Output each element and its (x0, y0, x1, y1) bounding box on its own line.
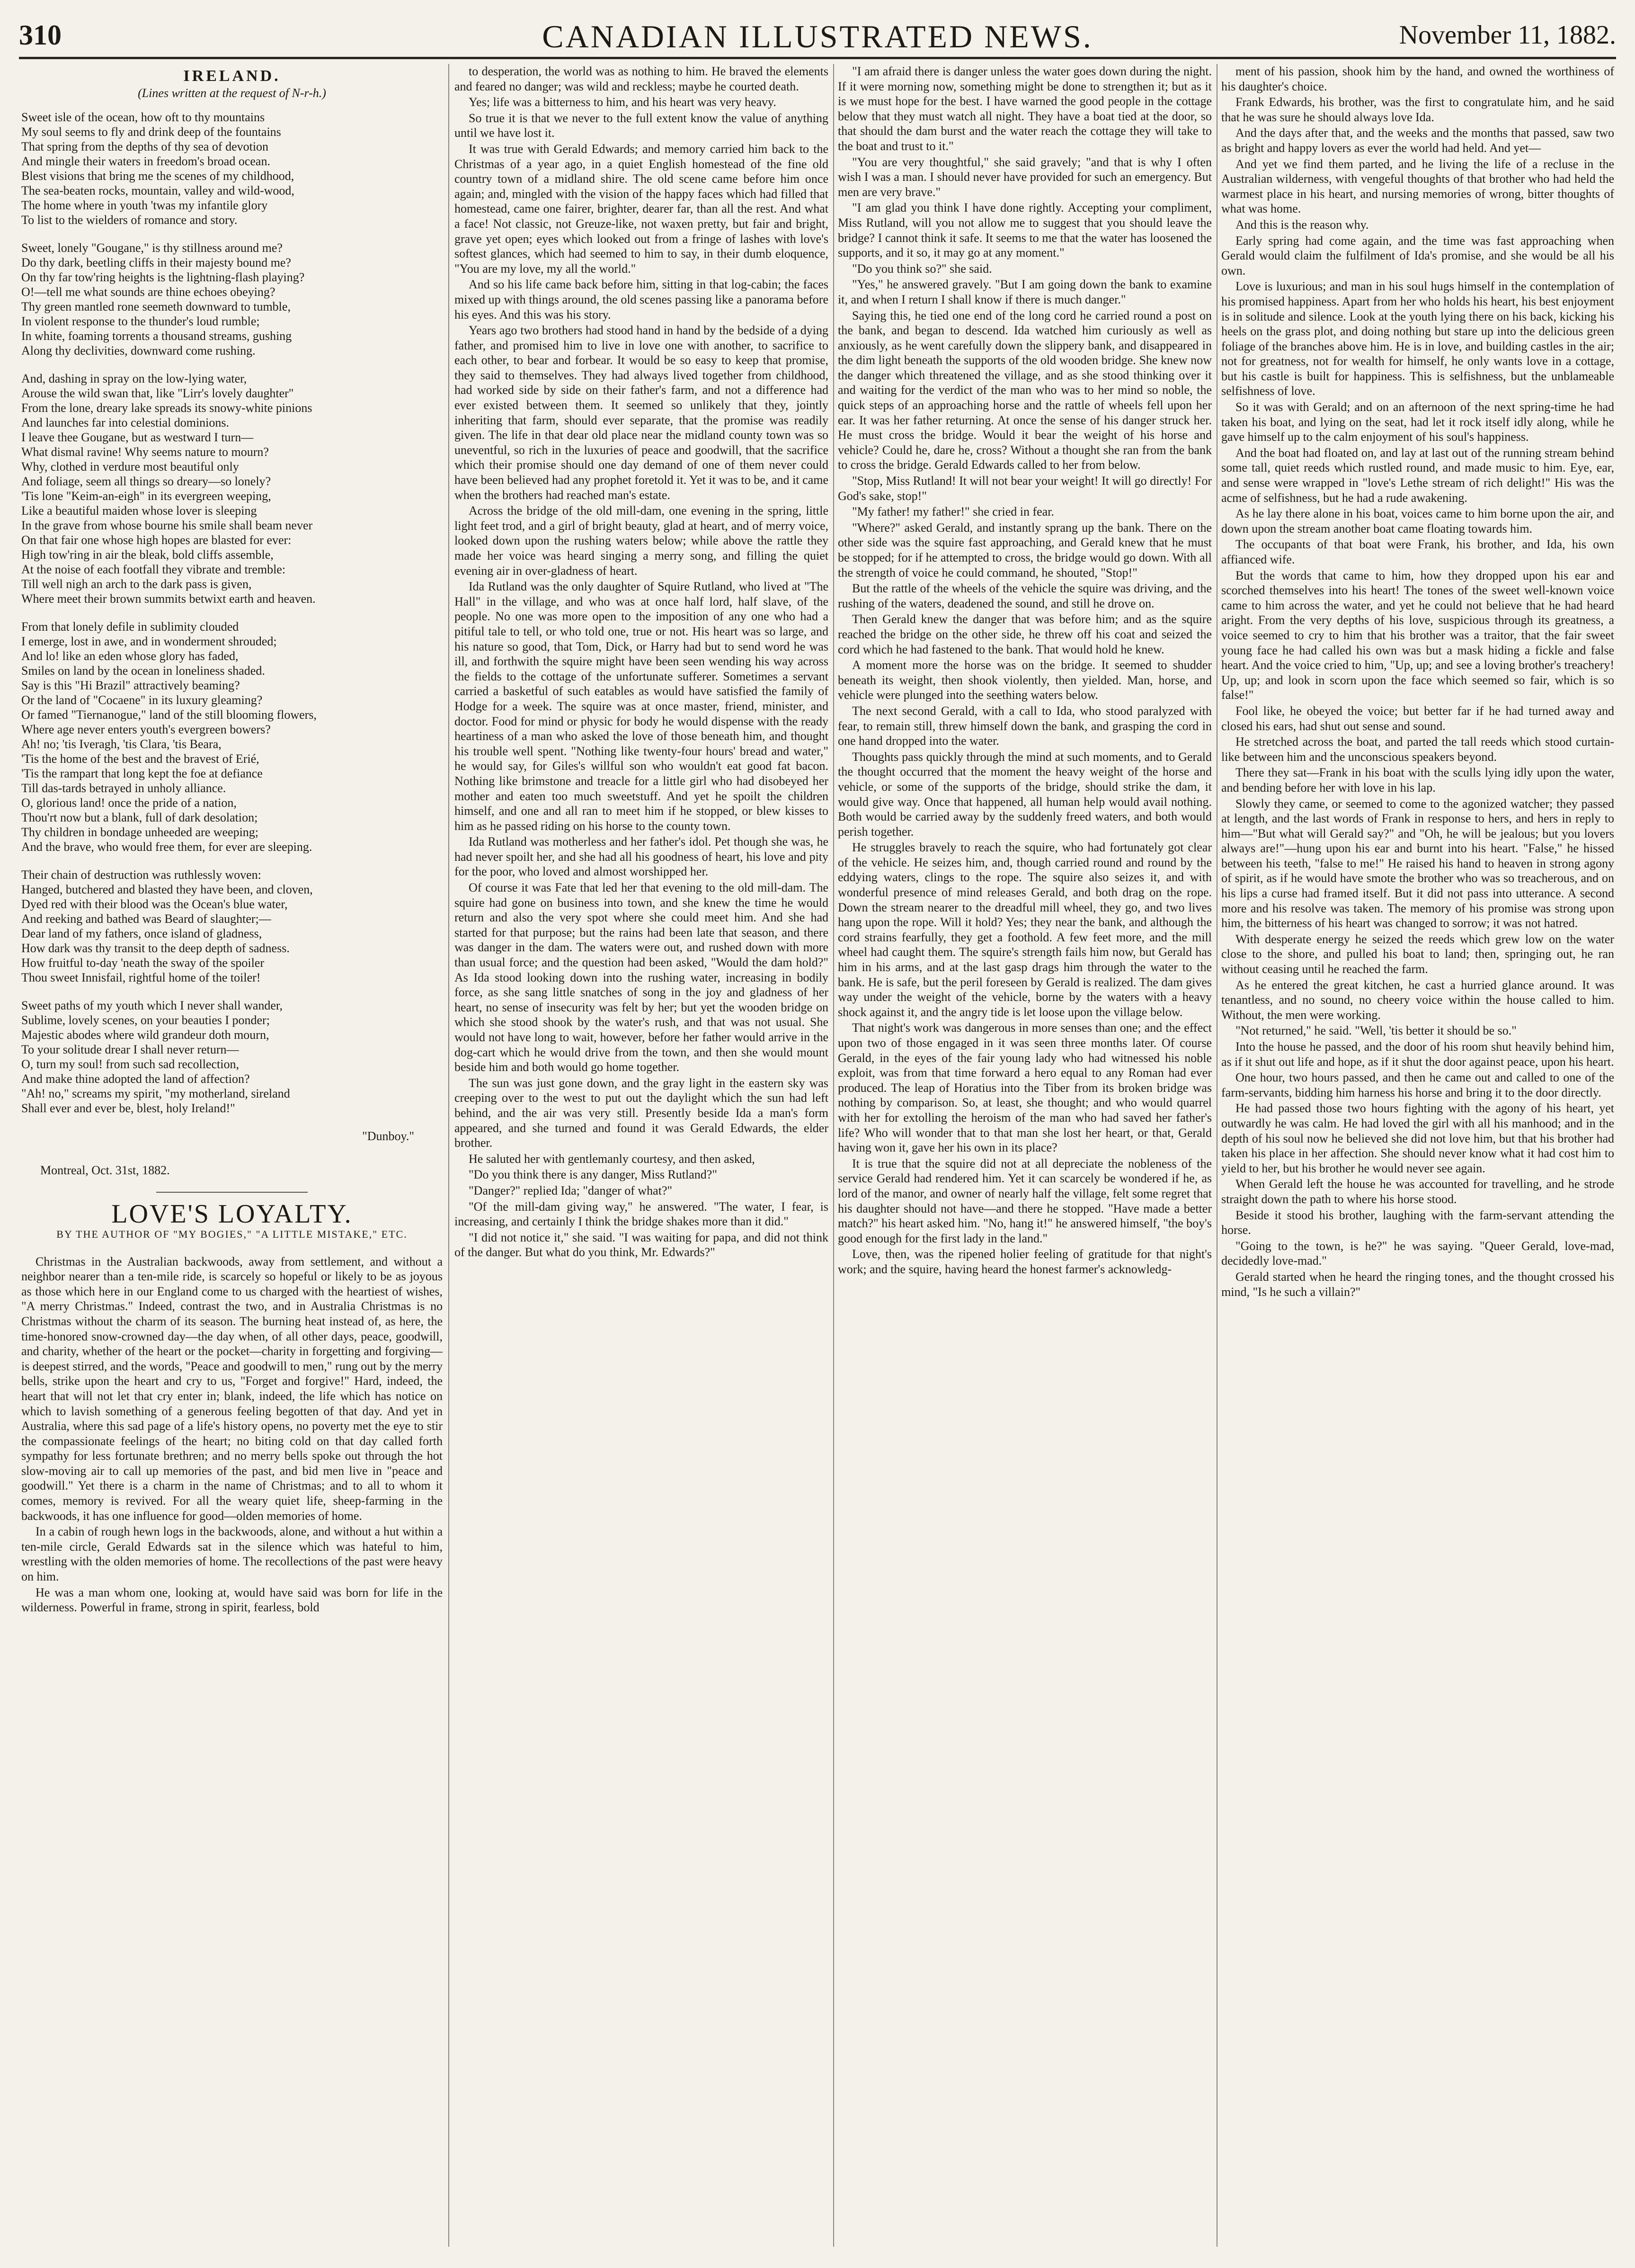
story-paragraph: In a cabin of rough hewn logs in the backwoods, alone, and without a hut within a ten-mile circle, Gerald Edwards sat in the silence which was hateful to him, wrestling with the olden memories of home. The recollections of the past were heavy on him. (21, 1525, 443, 1584)
story-paragraph: Then Gerald knew the danger that was before him; and as the squire reached the bridge on the other side, he threw off his coat and seized the cord which he had fastened to the bank. That would hold he knew. (838, 612, 1212, 656)
story-paragraph: "Stop, Miss Rutland! It will not bear your weight! It will go directly! For God's sake, stop!" (838, 474, 1212, 503)
poem-line: Majestic abodes where wild grandeur doth mourn, (21, 1028, 269, 1042)
column-1 (21, 64, 443, 2247)
story-paragraph: "Where?" asked Gerald, and instantly sprang up the bank. There on the other side was the squire fast approaching, and Gerald knew that he must be stopped; for if he attempted to cross, the bridge would go down. With all the strength of voice he could command, he shouted, "Stop!" (838, 520, 1212, 580)
story-paragraph: "Do you think there is any danger, Miss Rutland?" (469, 1168, 717, 1182)
story-paragraph: And the boat had floated on, and lay at last out of the running stream behind some tall, quiet reeds which rustled round, and made music to him. Eye, ear, and sense were wrapped in "love's Lethe stream of rich delight!" His was the acme of selfishness, but he had a rude awakening. (1221, 446, 1614, 505)
story-paragraph: ment of his passion, shook him by the hand, and owned the worthiness of his daughter's choice. (1221, 64, 1614, 93)
poem-line: Or the land of "Cocaene" in its luxury gleaming? (21, 693, 263, 707)
story-paragraph: But the words that came to him, how they dropped upon his ear and scorched themselves into his heart! The tones of the sweet well-known voice came to him across the water, and yet he could not believe that he had heard aright. From the very depths of his love, suspicious through its greatness, a voice seemed to cry to him that his brother was a traitor, that the fair sweet young face he had called his own was but a mask hiding a fickle and false heart. And the voice cried to him, "Up, up; and see a loving brother's treachery! Up, up; and look in scorn upon the face which seemed so fair, which is so false!" (1221, 568, 1614, 702)
poem-line: And launches far into celestial dominions. (21, 416, 230, 430)
poem-line: And lo! like an eden whose glory has faded, (21, 649, 239, 663)
poem-line: Dyed red with their blood was the Ocean's blue water, (21, 897, 288, 911)
poem-line: 'Tis the home of the best and the bravest of Erié, (21, 752, 259, 766)
story-paragraph: "I did not notice it," she said. "I was waiting for papa, and did not think of the danger. But what do you think, Mr. Edwards?" (454, 1230, 828, 1259)
story-paragraph: And yet we find them parted, and he living the life of a recluse in the Australian wilderness, with vengeful thoughts of that brother who had held the warmest place in his heart, and nursing memories of wrong, bitter thoughts of what was home. (1221, 157, 1614, 216)
poem-line: High tow'ring in air the bleak, bold cliffs assemble, (21, 548, 274, 562)
poem-line: How fruitful to-day 'neath the sway of the spoiler (21, 956, 264, 970)
story-paragraph: And the days after that, and the weeks and the months that passed, saw two as bright and happy lovers as ever the world had held. And yet— (1221, 126, 1614, 155)
masthead (19, 14, 1616, 59)
story-paragraph: Frank Edwards, his brother, was the first to congratulate him, and he said that he was sure he should always love Ida. (1221, 95, 1614, 124)
poem-line: "Ah! no," screams my spirit, "my motherland, sireland (21, 1087, 290, 1101)
poem-line: Say is this "Hi Brazil" attractively beaming? (21, 679, 240, 693)
poem-line: The home where in youth 'twas my infantile glory (21, 198, 268, 213)
poem-line: To your solitude drear I shall never return— (21, 1043, 239, 1057)
poem-line: Ah! no; 'tis Iveragh, 'tis Clara, 'tis Beara, (21, 737, 222, 751)
poem-line: And reeking and bathed was Beard of slaughter;— (21, 912, 271, 926)
story-paragraph: "You are very thoughtful," she said gravely; "and that is why I often wish I was a man. I should never have provided for such an emergency. But men are very brave." (838, 155, 1212, 199)
poem-line: Smiles on land by the ocean in loneliness shaded. (21, 664, 265, 678)
story-paragraph: A moment more the horse was on the bridge. It seemed to shudder beneath its weight, then shook violently, then yielded. Man, horse, and vehicle were plunged into the seething waters below. (838, 658, 1212, 702)
poem-line: In violent response to the thunder's loud rumble; (21, 314, 260, 329)
column-4 (1221, 64, 1614, 2247)
poem-line: In white, foaming torrents a thousand streams, gushing (21, 329, 292, 343)
story-paragraph: He had passed those two hours fighting with the agony of his heart, yet outwardly he was calm. He had loved the girl with all his manhood; and in the depth of his soul now he believed she did not love him, but that his brother had taken his place in her affection. She should never know what it had cost him to yield to her, but his brother he would never see again. (1221, 1101, 1614, 1175)
poem-line: In the grave from whose bourne his smile shall beam never (21, 518, 313, 533)
poem-line: Where meet their brown summits betwixt earth and heaven. (21, 592, 316, 606)
story-paragraph: Ida Rutland was motherless and her father's idol. Pet though she was, he had never spoilt her, and she had all his goodness of heart, his love and pity for the poor, who loved and almost worshipped her. (454, 835, 828, 879)
poem-line: Along thy declivities, downward come rushing. (21, 344, 256, 358)
poem-line: Blest visions that bring me the scenes of my childhood, (21, 169, 294, 183)
story-paragraph: He saluted her with gentlemanly courtesy, and then asked, (469, 1152, 755, 1166)
poem-line: Do thy dark, beetling cliffs in their majesty bound me? (21, 256, 291, 270)
poem-line: At the noise of each footfall they vibrate and tremble: (21, 563, 286, 577)
poem-line: Like a beautiful maiden whose lover is sleeping (21, 504, 257, 518)
poem-line: What dismal ravine! Why seems nature to mourn? (21, 445, 269, 459)
column-2 (454, 64, 828, 2247)
story-paragraph: "I am glad you think I have done rightly. Accepting your compliment, Miss Rutland, will you not allow me to suggest that you should leave the bridge? I cannot think it safe. It seems to me that the water has loosened the supports, and it so, it may go at any moment." (838, 201, 1212, 260)
poem-line: O, glorious land! once the pride of a nation, (21, 796, 237, 810)
story-paragraph: It was true with Gerald Edwards; and memory carried him back to the Christmas of a year ago, in a quiet English homestead of the fine old country town of a midland shire. The old scene came before him once again; and, mingled with the vision of the happy faces which had filled that homestead, came one fairer, brighter, dearer far, than all the rest. And what a face! Not classic, not Greuze-like, not waxen pretty, but fair and bright, grave yet open; eyes which looked out from a fringe of lashes with love's softest glances, which had seemed to him to say, in their dumb eloquence, "You are my love, my all the world." (454, 142, 828, 276)
story-paragraph: Love, then, was the ripened holier feeling of gratitude for that night's work; and the squire, having heard the honest farmer's acknowledg- (838, 1247, 1212, 1276)
poem-line: And make thine adopted the land of affection? (21, 1072, 250, 1086)
column-rule (833, 64, 834, 2247)
column-rule (448, 64, 449, 2247)
story-paragraph: Fool like, he obeyed the voice; but better far if he had turned away and closed his ears, had shut out sense and sound. (1221, 704, 1614, 733)
poem-line: Till well nigh an arch to the dark pass is given, (21, 577, 252, 591)
story-paragraph: Gerald started when he heard the ringing tones, and the thought crossed his mind, "Is he such a villain?" (1221, 1269, 1614, 1299)
publication-title: CANADIAN ILLUSTRATED NEWS. (542, 18, 1093, 54)
story-paragraph: Into the house he passed, and the door of his room shut heavily behind him, as if it shut out life and hope, as if it shut the door against peace, upon his heart. (1221, 1040, 1614, 1069)
poem-line: Hanged, butchered and blasted they have been, and cloven, (21, 883, 313, 897)
story-paragraph: "I am afraid there is danger unless the water goes down during the night. If it were morning now, something might be done to strengthen it; but as it is we must hope for the best. I have warned the good people in the cottage below that they must watch all night. They have a boat tied at the door, so that should the dam burst and the water reach the cottage they will take to the boat and trust to it." (838, 64, 1212, 153)
poem-line: 'Tis the rampart that long kept the foe at defiance (21, 767, 263, 781)
story-paragraph: Of course it was Fate that led her that evening to the old mill-dam. The squire had gone on business into town, and she knew the time he would return and also the very spot where she could meet him. And she had started for that purpose; but the rains had been late that season, and there was danger in the dam. The waters were out, and rushed down with more than usual force; and the question had been asked, "Would the dam hold?" As Ida stood looking down into the rushing water, increasing in bodily force, as she sang little snatches of song in the joy and gladness of her heart, no sense of insecurity was felt by her; but yet the wooden bridge on which she stood shook by the water's rush, and that was not usual. She would not have long to wait, however, before her father would arrive in the dog-cart which he would drive from the town, and then she would mount beside him and both would go home together. (454, 881, 828, 1074)
poem-line: Thy children in bondage unheeded are weeping; (21, 825, 259, 839)
story-paragraph: Early spring had come again, and the time was fast approaching when Gerald would claim the fulfilment of Ida's promise, and she would be all his own. (1221, 233, 1614, 277)
poem-line: Sweet, lonely "Gougane," is thy stillness around me? (21, 241, 283, 255)
story-text-col1 (21, 1254, 443, 1615)
story-paragraph: It is true that the squire did not at all depreciate the nobleness of the service Gerald had rendered him. Yet it can scarcely be wondered if he, as lord of the manor, and owner of nearly half the village, felt some regret that his daughter should not have—and there he stopped. "Have made a better match?" his heart asked him. "No, hang it!" he answered himself, "the boy's good enough for the first lady in the land." (838, 1156, 1212, 1245)
poem-line: From the lone, dreary lake spreads its snowy-white pinions (21, 401, 312, 415)
story-paragraph: "Not returned," he said. "Well, 'tis better it should be so." (1235, 1024, 1517, 1038)
story-paragraph: That night's work was dangerous in more senses than one; and the effect upon two of those engaged in it was seen three months later. Of course Gerald, in the eyes of the fair young lady who had witnessed his noble exploit, was from that time forward a hero equal to any Roman had ever produced. The leap of Horatius into the Tiber from its broken bridge was nothing by comparison. So, at least, she thought; and who would quarrel with her for extolling the heroism of the man who had saved her father's life? Who will wonder that to that man she lost her heart, or that, Gerald having won it, gave her his own in its place? (838, 1021, 1212, 1155)
poem-line: Sweet paths of my youth which I never shall wander, (21, 999, 283, 1013)
poem-line: To list to the wielders of romance and story. (21, 213, 238, 227)
poem-line: Arouse the wild swan that, like "Lirr's lovely daughter" (21, 386, 294, 401)
story-paragraph: Yes; life was a bitterness to him, and his heart was very heavy. (469, 95, 776, 109)
poem-line: 'Tis lone "Keim-an-eigh" in its evergreen weeping, (21, 489, 271, 503)
column-3 (838, 64, 1212, 2247)
story-paragraph: So it was with Gerald; and on an afternoon of the next spring-time he had taken his boat, and lying on the seat, had let it rock itself idly along, while he gave himself up to the calm enjoyment of his soul's happiness. (1221, 400, 1614, 444)
poem-line: And, dashing in spray on the low-lying water, (21, 372, 247, 386)
poem-line: Why, clothed in verdure most beautiful only (21, 460, 239, 474)
poem-line: O, turn my soul! from such sad recollection, (21, 1057, 239, 1071)
story-paragraph: "Going to the town, is he?" he was saying. "Queer Gerald, love-mad, decidedly love-mad." (1221, 1239, 1614, 1268)
poem-dateline: Montreal, Oct. 31st, 1882. (40, 1163, 170, 1177)
poem-line: Or famed "Tiernanogue," land of the still blooming flowers, (21, 708, 317, 722)
poem-line: Thou sweet Innisfail, rightful home of the toiler! (21, 971, 261, 985)
story-paragraph: Christmas in the Australian backwoods, away from settlement, and without a neighbor nearer than a ten-mile ride, is scarcely so hopeful or likely to be as joyous as those which here in our England come to us charged with the heartiest of wishes, "A merry Christmas." Indeed, contrast the two, and in Australia Christmas is no Christmas without the charm of its season. The burning heat instead of, as here, the time-honored snow-crowned day—the day when, of all other days, peace, goodwill, and charity, whether of the heart or the pocket—charity in forgetting and forgiving—is deepest stirred, and the words, "Peace and goodwill to men," rung out by the merry bells, strike upon the heart and cry to us, "Forget and forgive!" Hard, indeed, the heart that will not let that cry enter in; blank, indeed, the life which has notice on which to lavish something of a generous feeling begotten of that day. And yet in Australia, where this sad page of a life's history opens, no poverty met the eye to stir the compassionate feelings of the heart; no biting cold on that day called forth sympathy for less fortunate brethren; and no merry bells spoke out through the hot slow-moving air to call up memories of the past, and bid men live in "peace and goodwill." Yet there is a charm in the name of Christmas; and to all to whom it comes, memory is revived. For all the weary quiet life, sheep-farming in the backwoods, it has one influence for good—olden memories of home. (21, 1254, 443, 1523)
story-paragraph: When Gerald left the house he was accounted for travelling, and he strode straight down the path to where his horse stood. (1221, 1177, 1614, 1206)
story-paragraph: He was a man whom one, looking at, would have said was born for life in the wilderness. Powerful in frame, strong in spirit, fearless, bold (21, 1585, 443, 1615)
poem-stanza (21, 867, 443, 985)
poem-line: Where age never enters youth's evergreen bowers? (21, 723, 271, 737)
story-paragraph: Thoughts pass quickly through the mind at such moments, and to Gerald the thought occurred that the moment the heavy weight of the horse and vehicle, or some of the supports of the bridge, should strike the dam, it would give way. Once that happened, all human help would avail nothing. Both would be carried away by the suddenly freed waters, and both would perish together. (838, 750, 1212, 839)
poem-line: From that lonely defile in sublimity clouded (21, 620, 239, 634)
poem-body (21, 110, 443, 1116)
story-paragraph: There they sat—Frank in his boat with the sculls lying idly upon the water, and bending before her with love in his lap. (1221, 766, 1614, 795)
poem-line: Till das-tards betrayed in unholy alliance. (21, 781, 226, 795)
story-paragraph: Slowly they came, or seemed to come to the agonized watcher; they passed at length, and the last words of Frank in response to hers, and hers in reply to him—"But what will Gerald say?" and "Oh, he will be jealous; but you lovers always are!"—hung upon his ear and burnt into his heart. "False," he hissed between his teeth, "false to me!" He raised his hand to heaven in strong agony of spirit, as if he would have smote the brother who was so treacherous, and on his lips a curse had framed itself. But it did not pass into utterance. A second more and his resolve was taken. The memory of his promise was strong upon him, the bitterness of his heart was changed to sorrow; it was not hatred. (1221, 796, 1614, 930)
story-paragraph: "Of the mill-dam giving way," he answered. "The water, I fear, is increasing, and certainly I think the bridge shakes more than it did." (454, 1199, 828, 1229)
story-paragraph: Love is luxurious; and man in his soul hugs himself in the contemplation of his promised happiness. Apart from her who holds his heart, his best enjoyment is in solitude and silence. Look at the youth lying there on his back, kicking his heels on the grass plot, and doing nothing but stare up into the delicious green foliage of the branches above him. He is in love, and building castles in the air; not for greatness, not for wealth for himself, he only wants love in a cottage, but his castle is built for happiness. This is selfishness, but the unblameable selfishness of love. (1221, 279, 1614, 398)
poem-line: My soul seems to fly and drink deep of the fountains (21, 125, 281, 139)
story-paragraph: As he lay there alone in his boat, voices came to him borne upon the air, and down upon the stream another boat came floating towards him. (1221, 507, 1614, 536)
story-paragraph: And this is the reason why. (1235, 217, 1369, 232)
story-paragraph: "Yes," he answered gravely. "But I am going down the bank to examine it, and when I return I shall know if there is much danger." (838, 277, 1212, 306)
poem-line: Sweet isle of the ocean, how oft to thy mountains (21, 110, 265, 125)
story-paragraph: With desperate energy he seized the reeds which grew low on the water close to the shore, and pulled his boat to land; then, springing out, he ran without ceasing until he reached the farm. (1221, 932, 1614, 976)
poem-stanza (21, 998, 443, 1116)
poem-stanza (21, 371, 443, 606)
story-paragraph: "Danger?" replied Ida; "danger of what?" (469, 1183, 673, 1197)
story-title: LOVE'S LOYALTY. (111, 1199, 353, 1229)
story-paragraph: Ida Rutland was the only daughter of Squire Rutland, who lived at "The Hall" in the village, and who was at once half lord, half slave, of the people. No one was more open to the imposition of any one who had a pitiful tale to tell, or who told one, true or not. His heart was so large, and his nature so good, that Tom, Dick, or Harry had but to send word he was ill, and forthwith the squire might have been seen wending his way across the fields to the cottage of the unfortunate sufferer. Sometimes a servant carried a basketful of such eatables as would have satisfied the family of Hodge for a week. The squire was at once master, friend, minister, and doctor. Food for mind or physic for body he would dispense with the ready heartiness of a man who asked the love of those beneath him, and thought his trouble well spent. "Nothing like twenty-four hours' bread and water," he would say, for Giles's willful son who wouldn't eat good fat bacon. Nothing like brimstone and treacle for a little girl who had disobeyed her mother and eaten too much sweetstuff. And yet he spoilt the children himself, and one and all ran to meet him if he stopped, or blew kisses to him as he passed riding on his horse to the county town. (454, 580, 828, 833)
story-paragraph: The occupants of that boat were Frank, his brother, and Ida, his own affianced wife. (1221, 537, 1614, 566)
story-paragraph: Saying this, he tied one end of the long cord he carried round a post on the bank, and began to descend. Ida watched him curiously as well as anxiously, as he went carefully down the slippery bank, and disappeared in the dim light beneath the supports of the old wooden bridge. She knew now the danger which threatened the village, and as she stood thinking over it and waiting for the verdict of the man who was to her mind so noble, the quick steps of an approaching horse and the rattle of wheels fell upon her ear. It was her father returning. At once the sense of his danger struck her. He must cross the bridge. Would it bear the weight of his horse and vehicle? Could he, dare he, cross? Without a thought she ran from the bank to cross the bridge. Gerald Edwards called to her from below. (838, 308, 1212, 472)
story-paragraph: "Do you think so?" she said. (852, 261, 992, 276)
poem-subtitle: (Lines written at the request of N-r-h.) (138, 86, 326, 100)
story-paragraph: "My father! my father!" she cried in fear. (852, 505, 1054, 519)
story-paragraph: One hour, two hours passed, and then he came out and called to one of the farm-servants, bidding him harness his horse and bring it to the door directly. (1221, 1071, 1614, 1099)
poem-line: Dear land of my fathers, once island of gladness, (21, 927, 262, 941)
poem-stanza (21, 241, 443, 358)
story-byline: BY THE AUTHOR OF "MY BOGIES," "A LITTLE MISTAKE," ETC. (56, 1228, 408, 1240)
story-paragraph: Years ago two brothers had stood hand in hand by the bedside of a dying father, and promised him to live in love one with another, to sacrifice to each other, to bear and forbear. It would be so easy to keep that promise, they said to themselves. They had always lived together from childhood, had worked side by side on their father's farm, and not a difference had ever existed between them. It seemed so unlikely that they, jointly inheriting that farm, should ever separate, that the promise was readily given. The life in that dear old place near the midland county town was so uneventful, so rich in the luxuries of peace and goodwill, that the sacrifice which their promise should one day demand of one of them never could have been believed had any prophet foretold it. Yet it was to be, and it came when the brothers had reached man's estate. (454, 323, 828, 502)
story-paragraph: So true it is that we never to the full extent know the value of anything until we have lost it. (454, 111, 828, 140)
poem-line: And mingle their waters in freedom's broad ocean. (21, 154, 270, 169)
poem-line: Sublime, lovely scenes, on your beauties I ponder; (21, 1013, 270, 1027)
page-number: 310 (19, 19, 62, 51)
poem-line: Their chain of destruction was ruthlessly woven: (21, 868, 261, 882)
poem-line: On that fair one whose high hopes are blasted for ever: (21, 533, 292, 547)
poem-line: That spring from the depths of thy sea of devotion (21, 140, 269, 154)
poem-stanza (21, 110, 443, 227)
poem-line: Thy green mantled rone seemeth downward to tumble, (21, 300, 291, 314)
poem-line: I leave thee Gougane, but as westward I turn— (21, 430, 254, 445)
poem-line: The sea-beaten rocks, mountain, valley and wild-wood, (21, 184, 294, 198)
story-paragraph: As he entered the great kitchen, he cast a hurried glance around. It was tenantless, and no sound, no cheery voice within the house called to him. Without, the men were working. (1221, 978, 1614, 1022)
poem-line: O!—tell me what sounds are thine echoes obeying? (21, 285, 275, 299)
story-paragraph: The sun was just gone down, and the gray light in the eastern sky was creeping over to the west to put out the daylight which the sun had left behind, and the air was very still. Presently beside Ida a man's form appeared, and she turned and found it was Gerald Edwards, the elder brother. (454, 1076, 828, 1150)
poem-line: Thou'rt now but a blank, full of dark desolation; (21, 811, 258, 825)
poem-line: And foliage, seem all things so dreary—so lonely? (21, 474, 271, 489)
poem-stanza (21, 619, 443, 854)
story-paragraph: But the rattle of the wheels of the vehicle the squire was driving, and the rushing of the waters, deadened the sound, and still he drove on. (838, 581, 1212, 610)
story-paragraph: to desperation, the world was as nothing to him. He braved the elements and feared no danger; was wild and reckless; maybe he courted death. (454, 64, 828, 93)
poem-line: Shall ever and ever be, blest, holy Ireland!" (21, 1101, 235, 1116)
story-paragraph: He struggles bravely to reach the squire, who had fortunately got clear of the vehicle. He seizes him, and, though carried round and round by the eddying waters, clings to the rope. The squire also seizes it, and with wonderful presence of mind releases Gerald, and both drag on the rope. Down the stream nearer to the dreadful mill wheel, they go, and two lives hang upon the rope. Will it hold? Yes; they near the bank, and although the cord strains fearfully, they get a foothold. A few feet more, and the mill wheel had caught them. The squire's strength fails him now, but Gerald has him in his arms, and at the last gasp drags him through the water to the bank. He is safe, but the peril foreseen by Gerald is realized. The dam gives way under the weight of the vehicle, borne by the waters with a heavy shock against it, and the angry tide is let loose upon the village below. (838, 840, 1212, 1019)
story-paragraph: The next second Gerald, with a call to Ida, who stood paralyzed with fear, to remain still, threw himself down the bank, and grasping the cord in one hand dropped into the water. (838, 704, 1212, 748)
poem-signature: "Dunboy." (362, 1129, 414, 1143)
story-paragraph: Across the bridge of the old mill-dam, one evening in the spring, little light feet trod, and a girl of bright beauty, glad at heart, and of merry voice, looked down upon the rushing waters below; while above the rattle they made her voice was heard singing a merry song, and filling the quiet evening air in over-gladness of heart. (454, 504, 828, 578)
issue-date: November 11, 1882. (1399, 20, 1616, 50)
poem-line: And the brave, who would free them, for ever are sleeping. (21, 840, 312, 854)
story-paragraph: And so his life came back before him, sitting in that log-cabin; the faces mixed up with things around, the old scenes passing like a panorama before his eyes. And this was his story. (454, 277, 828, 321)
poem-line: How dark was thy transit to the deep depth of sadness. (21, 941, 290, 955)
story-paragraph: He stretched across the boat, and parted the tall reeds which stood curtain-like between him and the unconscious speakers beyond. (1221, 735, 1614, 764)
story-paragraph: Beside it stood his brother, laughing with the farm-servant attending the horse. (1221, 1208, 1614, 1237)
poem-line: I emerge, lost in awe, and in wonderment shrouded; (21, 634, 277, 649)
section-divider (156, 1192, 308, 1193)
poem-line: On thy far tow'ring heights is the lightning-flash playing? (21, 270, 305, 285)
poem-title: IRELAND. (183, 67, 281, 85)
